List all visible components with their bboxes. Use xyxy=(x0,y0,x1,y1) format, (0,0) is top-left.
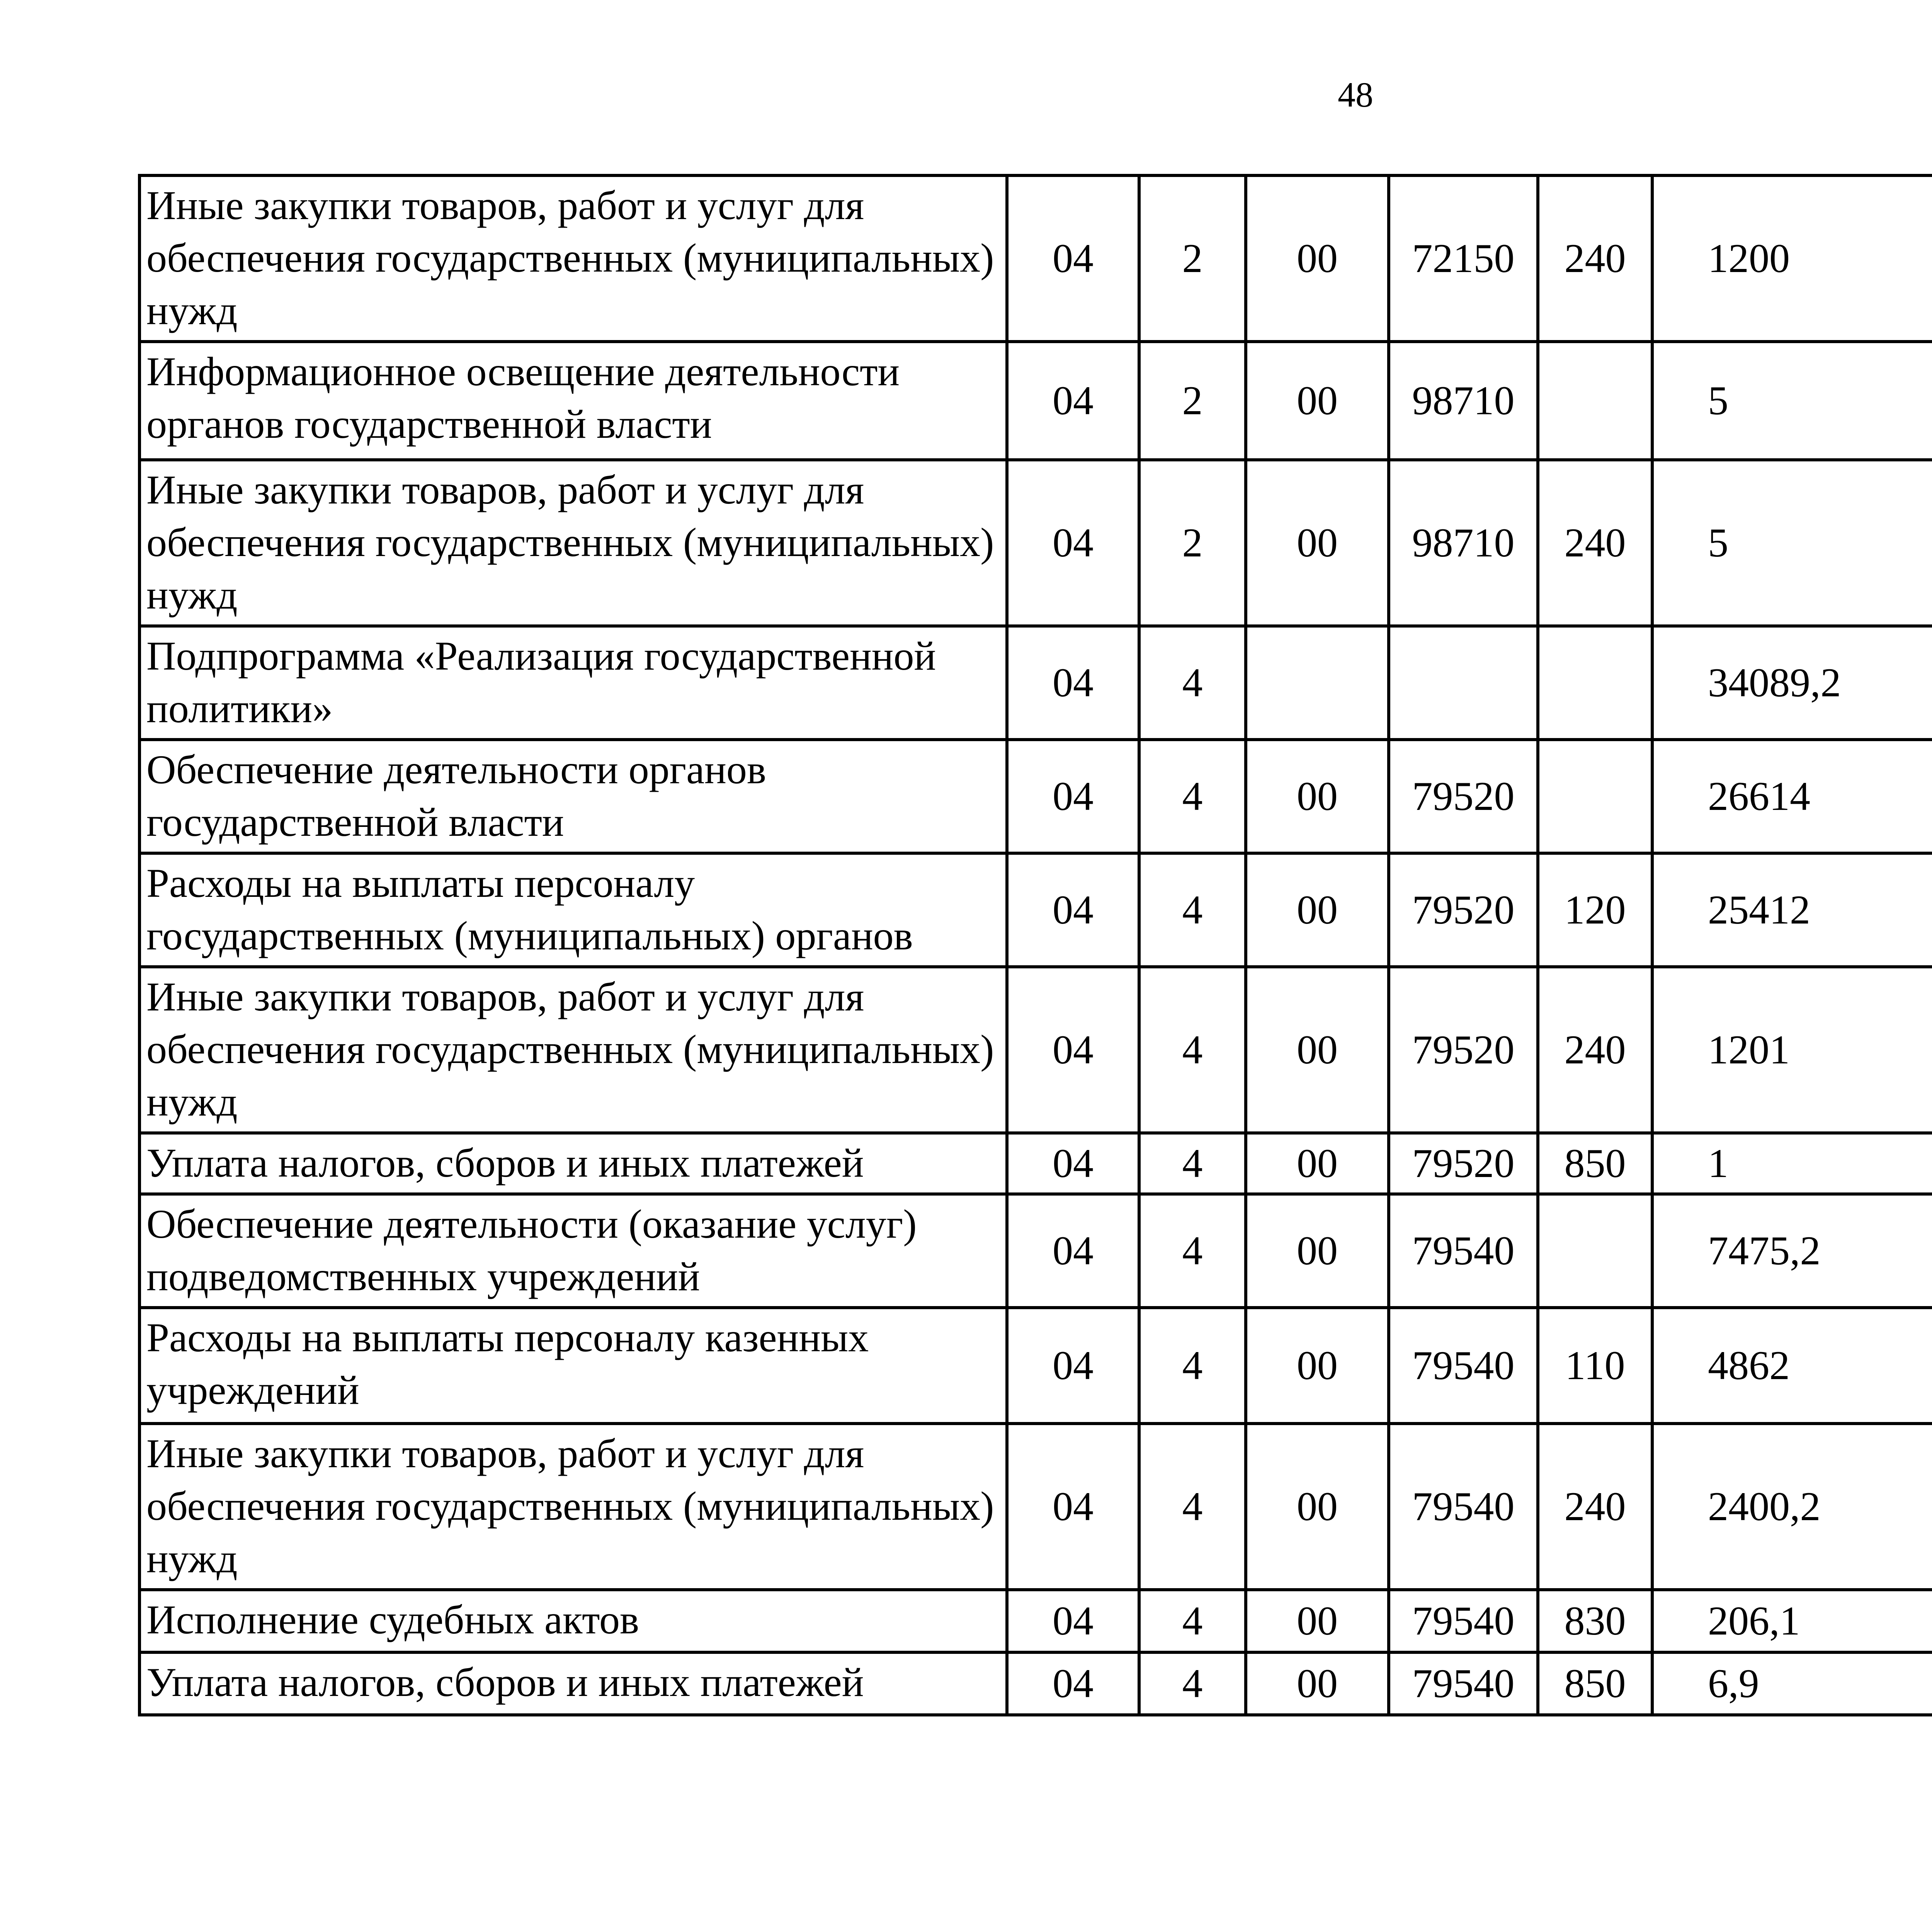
cell-group: 00 xyxy=(1246,1308,1389,1424)
cell-subsection: 4 xyxy=(1139,1590,1246,1652)
table-row xyxy=(139,1652,1932,1715)
cell-subsection: 2 xyxy=(1139,342,1246,460)
table-row xyxy=(139,1308,1932,1424)
table-row xyxy=(139,626,1932,740)
cell-expense-type xyxy=(1538,626,1652,740)
cell-group: 00 xyxy=(1246,1652,1389,1715)
cell-subsection: 4 xyxy=(1139,626,1246,740)
cell-description: Расходы на выплаты персоналу казенных учреждений xyxy=(139,1308,1007,1424)
table-row xyxy=(139,1590,1932,1652)
cell-subsection: 4 xyxy=(1139,1194,1246,1308)
cell-expense-type: 850 xyxy=(1538,1133,1652,1194)
cell-subsection: 4 xyxy=(1139,740,1246,853)
cell-section: 04 xyxy=(1007,740,1139,853)
cell-group: 00 xyxy=(1246,1424,1389,1590)
table-row xyxy=(139,967,1932,1133)
cell-target-code: 98710 xyxy=(1389,460,1538,626)
cell-description: Уплата налогов, сборов и иных платежей xyxy=(139,1133,1007,1194)
cell-section: 04 xyxy=(1007,1194,1139,1308)
cell-amount-1: 7475,2 xyxy=(1652,1194,1932,1308)
cell-subsection: 2 xyxy=(1139,175,1246,342)
cell-expense-type xyxy=(1538,740,1652,853)
cell-expense-type: 240 xyxy=(1538,175,1652,342)
cell-description: Подпрограмма «Реализация государственной политики» xyxy=(139,626,1007,740)
cell-amount-1: 1 xyxy=(1652,1133,1932,1194)
cell-target-code: 79540 xyxy=(1389,1194,1538,1308)
cell-expense-type: 240 xyxy=(1538,967,1652,1133)
cell-expense-type: 850 xyxy=(1538,1652,1652,1715)
cell-amount-1: 5 xyxy=(1652,460,1932,626)
budget-table xyxy=(138,174,1932,1716)
cell-group: 00 xyxy=(1246,1194,1389,1308)
cell-amount-1: 6,9 xyxy=(1652,1652,1932,1715)
cell-section: 04 xyxy=(1007,342,1139,460)
table-row xyxy=(139,1133,1932,1194)
cell-target-code: 79520 xyxy=(1389,1133,1538,1194)
cell-section: 04 xyxy=(1007,460,1139,626)
cell-section: 04 xyxy=(1007,1424,1139,1590)
cell-section: 04 xyxy=(1007,175,1139,342)
cell-amount-1: 34089,2 xyxy=(1652,626,1932,740)
table-row xyxy=(139,175,1932,342)
cell-expense-type: 120 xyxy=(1538,853,1652,967)
cell-amount-1: 4862 xyxy=(1652,1308,1932,1424)
cell-subsection: 4 xyxy=(1139,853,1246,967)
cell-group: 00 xyxy=(1246,460,1389,626)
cell-subsection: 4 xyxy=(1139,1133,1246,1194)
cell-group: 00 xyxy=(1246,342,1389,460)
page-number: 48 xyxy=(1338,75,1373,114)
cell-group: 00 xyxy=(1246,740,1389,853)
cell-amount-1: 1201 xyxy=(1652,967,1932,1133)
cell-description: Обеспечение деятельности органов государственной власти xyxy=(139,740,1007,853)
cell-description: Иные закупки товаров, работ и услуг для обеспечения государственных (муниципальных) нужд xyxy=(139,460,1007,626)
cell-subsection: 4 xyxy=(1139,1652,1246,1715)
cell-section: 04 xyxy=(1007,1308,1139,1424)
cell-expense-type xyxy=(1538,1194,1652,1308)
cell-description: Уплата налогов, сборов и иных платежей xyxy=(139,1652,1007,1715)
cell-target-code xyxy=(1389,626,1538,740)
cell-amount-1: 26614 xyxy=(1652,740,1932,853)
cell-target-code: 79540 xyxy=(1389,1590,1538,1652)
table-row xyxy=(139,342,1932,460)
cell-expense-type: 240 xyxy=(1538,460,1652,626)
cell-expense-type xyxy=(1538,342,1652,460)
cell-target-code: 79520 xyxy=(1389,853,1538,967)
cell-description: Расходы на выплаты персоналу государственных (муниципальных) органов xyxy=(139,853,1007,967)
cell-subsection: 2 xyxy=(1139,460,1246,626)
cell-description: Иные закупки товаров, работ и услуг для обеспечения государственных (муниципальных) нужд xyxy=(139,175,1007,342)
cell-section: 04 xyxy=(1007,1133,1139,1194)
cell-section: 04 xyxy=(1007,626,1139,740)
cell-target-code: 79540 xyxy=(1389,1424,1538,1590)
cell-amount-1: 25412 xyxy=(1652,853,1932,967)
cell-subsection: 4 xyxy=(1139,1308,1246,1424)
cell-target-code: 79520 xyxy=(1389,967,1538,1133)
cell-target-code: 72150 xyxy=(1389,175,1538,342)
cell-expense-type: 240 xyxy=(1538,1424,1652,1590)
cell-section: 04 xyxy=(1007,967,1139,1133)
cell-amount-1: 2400,2 xyxy=(1652,1424,1932,1590)
cell-subsection: 4 xyxy=(1139,1424,1246,1590)
cell-group: 00 xyxy=(1246,967,1389,1133)
table-body xyxy=(139,175,1932,1715)
cell-description: Исполнение судебных актов xyxy=(139,1590,1007,1652)
cell-group: 00 xyxy=(1246,853,1389,967)
cell-description: Информационное освещение деятельности органов государственной власти xyxy=(139,342,1007,460)
cell-target-code: 79540 xyxy=(1389,1308,1538,1424)
table-row xyxy=(139,460,1932,626)
table-row xyxy=(139,1194,1932,1308)
cell-target-code: 98710 xyxy=(1389,342,1538,460)
cell-expense-type: 830 xyxy=(1538,1590,1652,1652)
cell-amount-1: 1200 xyxy=(1652,175,1932,342)
cell-description: Иные закупки товаров, работ и услуг для обеспечения государственных (муниципальных) нужд xyxy=(139,967,1007,1133)
cell-section: 04 xyxy=(1007,853,1139,967)
cell-group: 00 xyxy=(1246,1133,1389,1194)
cell-expense-type: 110 xyxy=(1538,1308,1652,1424)
cell-amount-1: 206,1 xyxy=(1652,1590,1932,1652)
cell-target-code: 79520 xyxy=(1389,740,1538,853)
cell-group xyxy=(1246,626,1389,740)
cell-amount-1: 5 xyxy=(1652,342,1932,460)
cell-group: 00 xyxy=(1246,175,1389,342)
cell-description: Иные закупки товаров, работ и услуг для обеспечения государственных (муниципальных) нужд xyxy=(139,1424,1007,1590)
cell-section: 04 xyxy=(1007,1652,1139,1715)
table-row xyxy=(139,1424,1932,1590)
table-row xyxy=(139,853,1932,967)
cell-group: 00 xyxy=(1246,1590,1389,1652)
cell-target-code: 79540 xyxy=(1389,1652,1538,1715)
cell-description: Обеспечение деятельности (оказание услуг) подведомственных учреждений xyxy=(139,1194,1007,1308)
table-row xyxy=(139,740,1932,853)
cell-section: 04 xyxy=(1007,1590,1139,1652)
cell-subsection: 4 xyxy=(1139,967,1246,1133)
